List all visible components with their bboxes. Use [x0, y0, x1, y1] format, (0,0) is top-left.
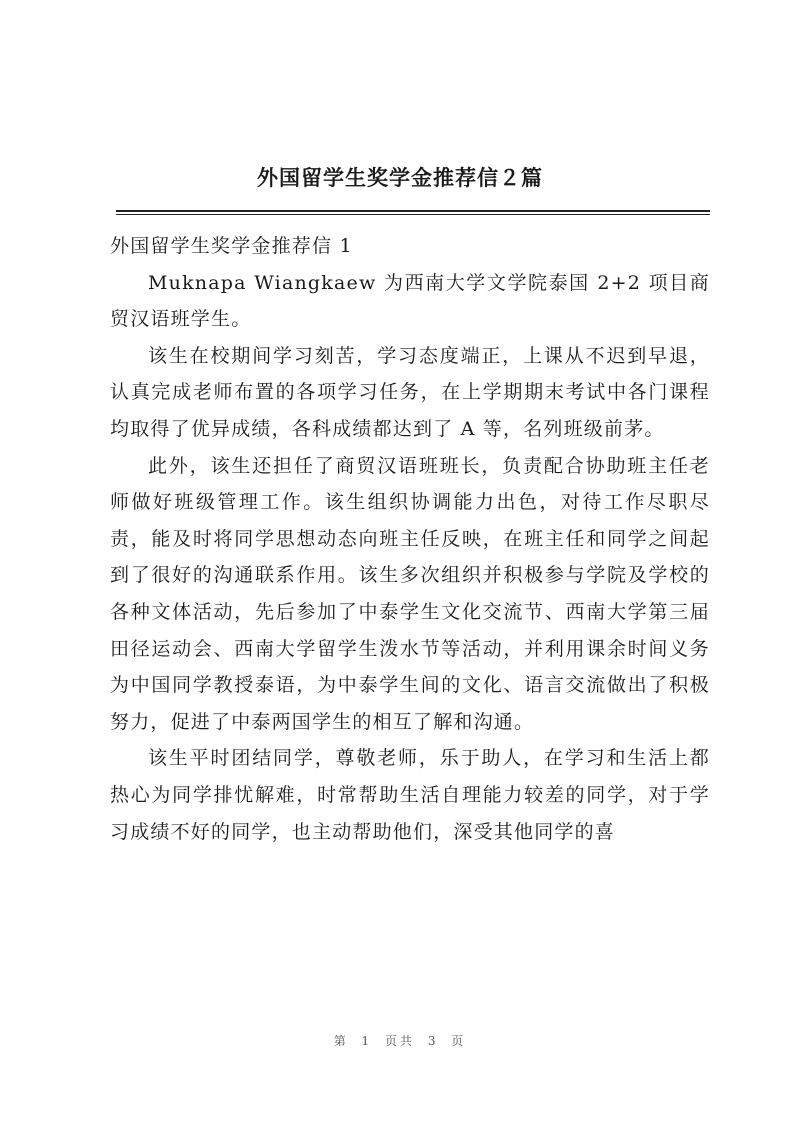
title-divider	[116, 210, 710, 212]
paragraph: 该生平时团结同学，尊敬老师，乐于助人，在学习和生活上都热心为同学排忧解难，时常帮助生活自理能力较差的同学，对于学习成绩不好的同学，也主动帮助他们，深受其他同学的喜	[110, 747, 710, 843]
document-title: 外国留学生奖学金推荐信２篇	[257, 165, 543, 190]
title-divider-thin	[116, 214, 710, 215]
page-number-footer: 第 1 页共 3 页	[333, 1034, 467, 1048]
paragraph: 该生在校期间学习刻苦，学习态度端正，上课从不迟到早退，认真完成老师布置的各项学习任务，在上学期期末考试中各门课程均取得了优异成绩，各科成绩都达到了 A 等，名列班级前茅。	[110, 344, 710, 440]
paragraph: 此外，该生还担任了商贸汉语班班长，负责配合协助班主任老师做好班级管理工作。该生组织协调能力出色，对待工作尽职尽责，能及时将同学思想动态向班主任反映，在班主任和同学之间起到了很好的沟通联系作用。该生多次组织并积极参与学院及学校的各种文体活动，先后参加了中泰学生文化交流节、西南大学第三届田径运动会、西南大学留学生泼水节等活动，并利用课余时间义务为中国同学教授泰语，为中泰学生间的文化、语言交流做出了积极努力，促进了中泰两国学生的相互了解和沟通。	[110, 454, 710, 733]
paragraph: Muknapa Wiangkaew 为西南大学文学院泰国 2+2 项目商贸汉语班学生。	[110, 271, 710, 331]
section-heading: 外国留学生奖学金推荐信 1	[110, 235, 353, 257]
document-body	[110, 228, 710, 850]
